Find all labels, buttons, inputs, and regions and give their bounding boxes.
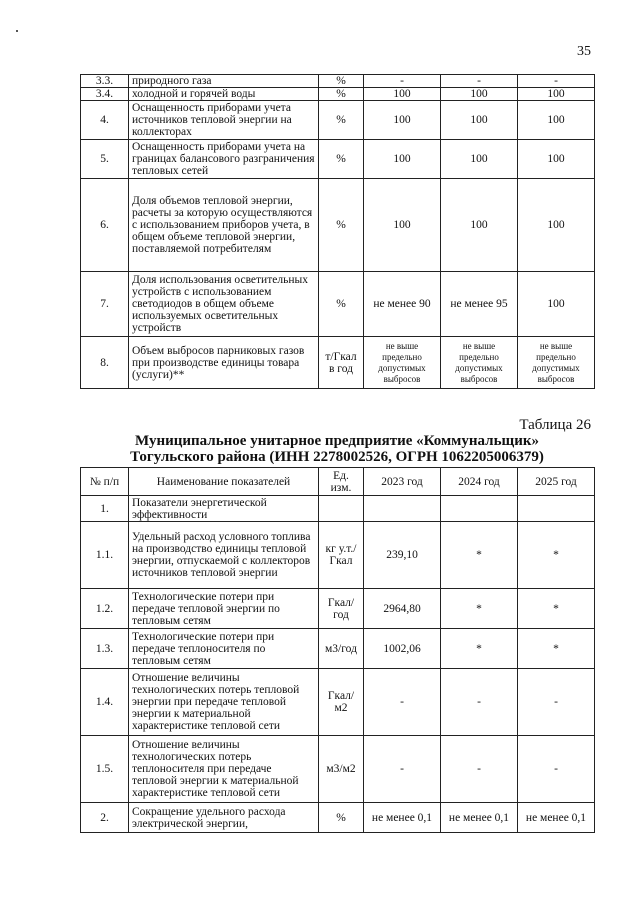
table-header-row [81, 468, 595, 496]
unit-cell: % [319, 272, 364, 337]
value-2025: - [518, 736, 595, 803]
indicator-name: Объем выбросов парниковых газов при производстве единицы товара (услуги)** [129, 337, 319, 389]
indicator-name: Показатели энергетической эффективности [129, 496, 319, 522]
table-row [81, 669, 595, 736]
value-2024: 100 [441, 140, 518, 179]
table-row [81, 736, 595, 803]
row-number: 5. [81, 140, 129, 179]
row-number: 6. [81, 179, 129, 272]
value-2024: - [441, 669, 518, 736]
value-2023: 100 [364, 101, 441, 140]
table-heading-line2: Тогульского района (ИНН 2278002526, ОГРН 1062205006379) [130, 449, 544, 465]
value-2023: 100 [364, 140, 441, 179]
table-row [81, 589, 595, 629]
value-2024: не менее 95 [441, 272, 518, 337]
value-2023: 100 [364, 88, 441, 101]
value-2024 [441, 496, 518, 522]
row-number: 7. [81, 272, 129, 337]
table-row [81, 522, 595, 589]
value-2025: * [518, 589, 595, 629]
value-2025: 100 [518, 179, 595, 272]
indicator-name: Доля объемов тепловой энергии, расчеты за которую осуществляются с использованием приборов учета, в общем объеме тепловой энергии, поставляемой потребителям [129, 179, 319, 272]
unit-cell: м3/год [319, 629, 364, 669]
value-2025: не выше предельно допустимых выбросов [518, 337, 595, 389]
table-row [81, 75, 595, 88]
indicator-name: Оснащенность приборами учета источников тепловой энергии на коллекторах [129, 101, 319, 140]
unit-cell: Гкал/ год [319, 589, 364, 629]
indicator-name: Удельный расход условного топлива на производство единицы тепловой энергии, отпускаемой с коллекторов источников тепловой энергии [129, 522, 319, 589]
value-2025: 100 [518, 88, 595, 101]
indicator-name: природного газа [129, 75, 319, 88]
table-row [81, 337, 595, 389]
unit-cell: % [319, 140, 364, 179]
indicator-name: Технологические потери при передаче теплоносителя по тепловым сетям [129, 629, 319, 669]
table-row [81, 803, 595, 833]
scan-speck [16, 30, 18, 32]
value-2025: * [518, 522, 595, 589]
row-number: 2. [81, 803, 129, 833]
indicator-name: Сокращение удельного расхода электрической энергии, [129, 803, 319, 833]
row-number: 1.2. [81, 589, 129, 629]
row-number: 1.4. [81, 669, 129, 736]
unit-cell: % [319, 88, 364, 101]
indicator-name: Технологические потери при передаче тепловой энергии по тепловым сетям [129, 589, 319, 629]
row-number: 4. [81, 101, 129, 140]
unit-cell: м3/м2 [319, 736, 364, 803]
row-number: 1.1. [81, 522, 129, 589]
row-number: 1. [81, 496, 129, 522]
unit-cell: % [319, 803, 364, 833]
table-row [81, 88, 595, 101]
value-2025: * [518, 629, 595, 669]
indicator-name: Отношение величины технологических потерь тепловой энергии при передаче тепловой энергии к материальной характеристике тепловой сети [129, 669, 319, 736]
value-2023: 2964,80 [364, 589, 441, 629]
value-2023: - [364, 669, 441, 736]
unit-cell [319, 496, 364, 522]
header-2023: 2023 год [364, 468, 441, 496]
value-2023: не менее 0,1 [364, 803, 441, 833]
row-number: 1.5. [81, 736, 129, 803]
value-2023 [364, 496, 441, 522]
table-heading-line1: Муниципальное унитарное предприятие «Коммунальщик» [135, 433, 539, 449]
value-2023: 239,10 [364, 522, 441, 589]
indicator-name: Отношение величины технологических потерь теплоносителя при передаче тепловой энергии к материальной характеристике тепловой сети [129, 736, 319, 803]
value-2025: 100 [518, 272, 595, 337]
value-2023: 1002,06 [364, 629, 441, 669]
value-2024: 100 [441, 179, 518, 272]
table-row [81, 272, 595, 337]
header-2024: 2024 год [441, 468, 518, 496]
value-2024: 100 [441, 101, 518, 140]
row-number: 8. [81, 337, 129, 389]
indicator-name: Доля использования осветительных устройств с использованием светодиодов в общем объеме используемых осветительных устройств [129, 272, 319, 337]
unit-cell: кг у.т./ Гкал [319, 522, 364, 589]
unit-cell: т/Гкал в год [319, 337, 364, 389]
value-2023: - [364, 75, 441, 88]
header-unit: Ед. изм. [319, 468, 364, 496]
value-2024: * [441, 629, 518, 669]
indicators-table-continued [80, 74, 595, 389]
value-2024: 100 [441, 88, 518, 101]
value-2025: не менее 0,1 [518, 803, 595, 833]
value-2025: 100 [518, 140, 595, 179]
value-2024: не выше предельно допустимых выбросов [441, 337, 518, 389]
table-row [81, 179, 595, 272]
row-number: 3.4. [81, 88, 129, 101]
table-row [81, 140, 595, 179]
table-label: Таблица 26 [519, 417, 591, 433]
value-2025: - [518, 75, 595, 88]
table-row [81, 496, 595, 522]
value-2025 [518, 496, 595, 522]
row-number: 1.3. [81, 629, 129, 669]
table-row [81, 629, 595, 669]
value-2025: - [518, 669, 595, 736]
unit-cell: Гкал/ м2 [319, 669, 364, 736]
unit-cell: % [319, 179, 364, 272]
value-2024: не менее 0,1 [441, 803, 518, 833]
indicator-name: холодной и горячей воды [129, 88, 319, 101]
header-name: Наименование показателей [129, 468, 319, 496]
value-2023: не выше предельно допустимых выбросов [364, 337, 441, 389]
header-2025: 2025 год [518, 468, 595, 496]
table-row [81, 101, 595, 140]
table-26 [80, 467, 595, 833]
value-2024: - [441, 736, 518, 803]
value-2023: - [364, 736, 441, 803]
value-2024: * [441, 522, 518, 589]
row-number: 3.3. [81, 75, 129, 88]
unit-cell: % [319, 75, 364, 88]
value-2023: не менее 90 [364, 272, 441, 337]
header-num: № п/п [81, 468, 129, 496]
indicator-name: Оснащенность приборами учета на границах балансового разграничения тепловых сетей [129, 140, 319, 179]
unit-cell: % [319, 101, 364, 140]
page-number: 35 [577, 44, 591, 59]
value-2025: 100 [518, 101, 595, 140]
value-2023: 100 [364, 179, 441, 272]
value-2024: - [441, 75, 518, 88]
value-2024: * [441, 589, 518, 629]
